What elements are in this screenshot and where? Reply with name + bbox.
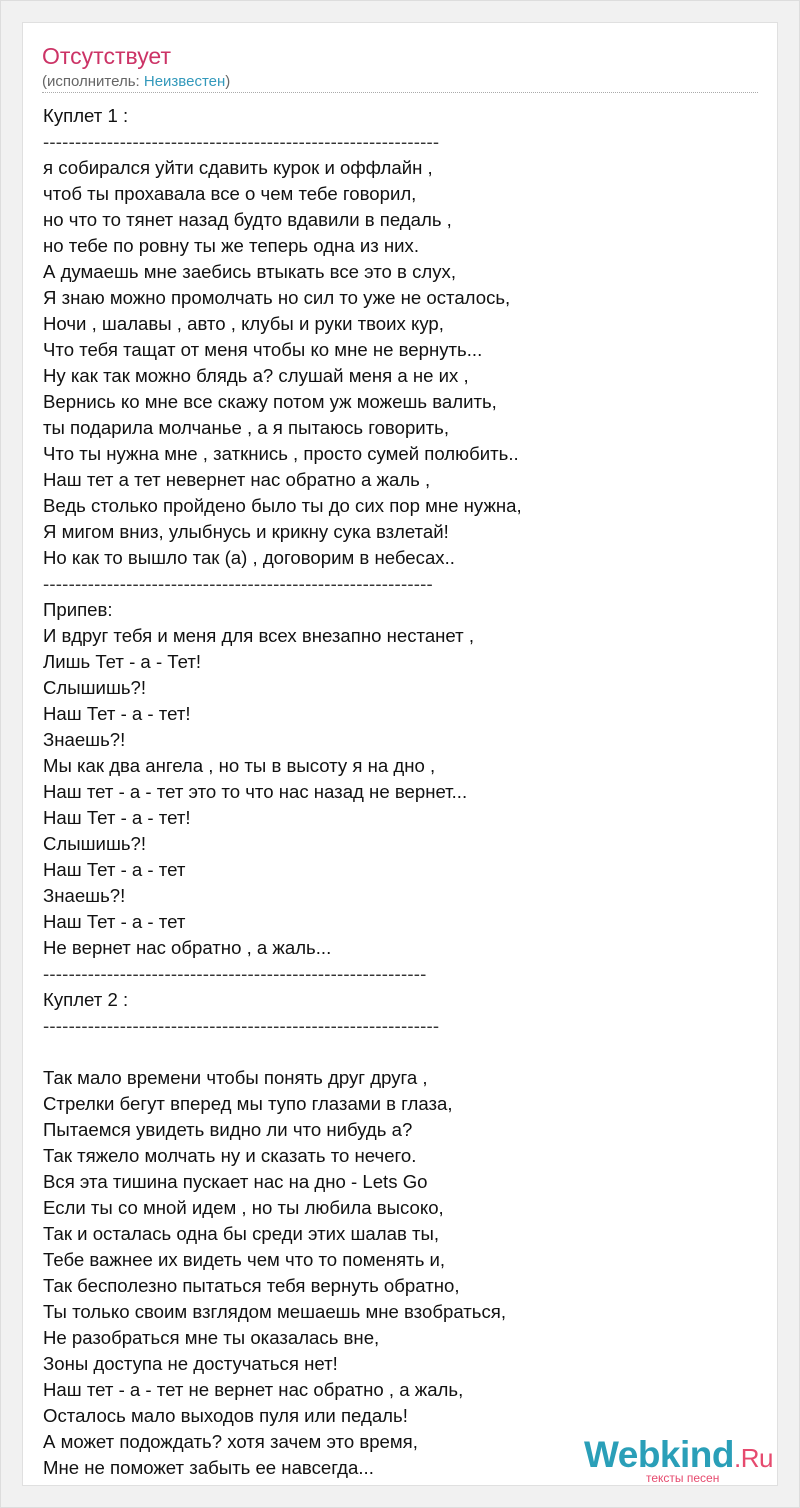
lyric-line: Что ты нужна мне , заткнись , просто сумей полюбить.. xyxy=(43,443,519,464)
lyric-line: Куплет 1 : xyxy=(43,105,129,126)
lyric-line: но что то тянет назад будто вдавили в педаль , xyxy=(43,209,452,230)
lyric-line: Ведь столько пройдено было ты до сих пор мне нужна, xyxy=(43,495,522,516)
lyric-line: Осталось мало выходов пуля или педаль! xyxy=(43,1405,408,1426)
lyric-line: -------------------------------------------------------------- xyxy=(43,131,440,152)
lyric-line: Куплет 2 : xyxy=(43,989,129,1010)
lyric-line: ты подарила молчанье , а я пытаюсь говорить, xyxy=(43,417,450,438)
lyric-line: Вся эта тишина пускает нас на дно - Lets Go xyxy=(43,1171,428,1192)
lyric-line: Так мало времени чтобы понять друг друга , xyxy=(43,1067,428,1088)
logo-main-text: Webkind xyxy=(584,1434,734,1475)
lyric-line: я собирался уйти сдавить курок и оффлайн , xyxy=(43,157,433,178)
lyric-line: Ты только своим взглядом мешаешь мне взобраться, xyxy=(43,1301,506,1322)
lyric-line: Наш Тет - а - тет! xyxy=(43,807,191,828)
lyric-line: ------------------------------------------------------------- xyxy=(43,573,433,594)
webkind-logo[interactable] xyxy=(584,1435,774,1487)
lyric-line: Я знаю можно промолчать но сил то уже не осталось, xyxy=(43,287,511,308)
lyric-line: Ну как так можно блядь а? слушай меня а не их , xyxy=(43,365,469,386)
lyric-line: Зоны доступа не достучаться нет! xyxy=(43,1353,338,1374)
logo-tld-text: .Ru xyxy=(734,1443,773,1473)
lyric-line: ------------------------------------------------------------ xyxy=(43,963,427,984)
song-title: Отсутствует xyxy=(42,43,171,69)
lyric-line: Слышишь?! xyxy=(43,833,147,854)
lyric-line: Я мигом вниз, улыбнусь и крикну сука взлетай! xyxy=(43,521,449,542)
lyric-line: Наш Тет - а - тет xyxy=(43,911,186,932)
lyrics-text xyxy=(43,103,758,1481)
lyric-line: Наш тет - а - тет это то что нас назад не вернет... xyxy=(43,781,468,802)
lyric-line: Ночи , шалавы , авто , клубы и руки твоих кур, xyxy=(43,313,444,334)
lyric-line: А думаешь мне заебись втыкать все это в слух, xyxy=(43,261,456,282)
logo-tagline: тексты песен xyxy=(646,1471,720,1485)
lyric-line xyxy=(43,1039,758,1065)
lyric-line: Наш тет - а - тет не вернет нас обратно , а жаль, xyxy=(43,1379,464,1400)
lyric-line: А может подождать? хотя зачем это время, xyxy=(43,1431,418,1452)
lyric-line: Так тяжело молчать ну и сказать то нечего. xyxy=(43,1145,417,1166)
artist-prefix: (исполнитель: xyxy=(42,73,144,90)
lyric-line: Наш Тет - а - тет xyxy=(43,859,186,880)
lyric-line: Слышишь?! xyxy=(43,677,147,698)
lyric-line: Стрелки бегут вперед мы тупо глазами в глаза, xyxy=(43,1093,453,1114)
lyric-line: Что тебя тащат от меня чтобы ко мне не вернуть... xyxy=(43,339,483,360)
lyric-line: Наш Тет - а - тет! xyxy=(43,703,191,724)
lyric-line: Знаешь?! xyxy=(43,885,126,906)
lyric-line: Не разобраться мне ты оказалась вне, xyxy=(43,1327,380,1348)
lyric-line: Если ты со мной идем , но ты любила высоко, xyxy=(43,1197,444,1218)
lyric-line: Лишь Тет - а - Тет! xyxy=(43,651,202,672)
lyric-line: чтоб ты прохавала все о чем тебе говорил, xyxy=(43,183,417,204)
header-divider xyxy=(42,92,758,93)
lyric-line: Мне не поможет забыть ее навсегда... xyxy=(43,1457,374,1478)
lyric-line: Так и осталась одна бы среди этих шалав ты, xyxy=(43,1223,440,1244)
lyric-line: Не вернет нас обратно , а жаль... xyxy=(43,937,332,958)
lyric-line: -------------------------------------------------------------- xyxy=(43,1015,440,1036)
lyric-line: Пытаемся увидеть видно ли что нибудь а? xyxy=(43,1119,413,1140)
lyric-line: Но как то вышло так (а) , договорим в небесах.. xyxy=(43,547,455,568)
lyric-line: Знаешь?! xyxy=(43,729,126,750)
lyric-line: Мы как два ангела , но ты в высоту я на дно , xyxy=(43,755,436,776)
artist-link[interactable]: Неизвестен xyxy=(143,73,226,90)
lyric-line: Тебе важнее их видеть чем что то поменять и, xyxy=(43,1249,446,1270)
lyric-line: но тебе по ровну ты же теперь одна из них. xyxy=(43,235,420,256)
lyric-line: Вернись ко мне все скажу потом уж можешь валить, xyxy=(43,391,497,412)
artist-suffix: ) xyxy=(225,73,231,90)
lyric-line: Так бесполезно пытаться тебя вернуть обратно, xyxy=(43,1275,460,1296)
artist-line xyxy=(42,72,230,92)
lyric-line: И вдруг тебя и меня для всех внезапно нестанет , xyxy=(43,625,474,646)
lyric-line: Наш тет а тет невернет нас обратно а жаль , xyxy=(43,469,431,490)
lyric-line: Припев: xyxy=(43,599,113,620)
